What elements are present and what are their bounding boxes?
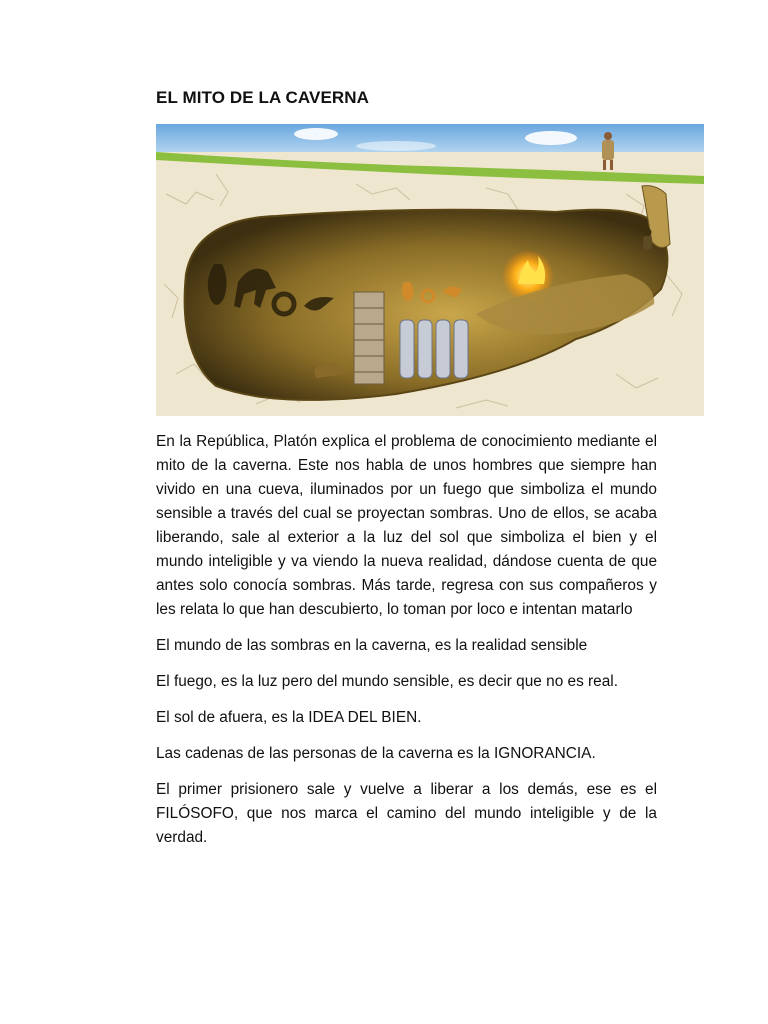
paragraph: El primer prisionero sale y vuelve a liberar a los demás, ese es el FILÓSOFO, que nos marca el camino del mundo inteligible y de la verdad. xyxy=(156,781,657,846)
paragraph: El mundo de las sombras en la caverna, es la realidad sensible xyxy=(156,637,588,654)
document-title: EL MITO DE LA CAVERNA xyxy=(156,88,370,107)
paragraph: Las cadenas de las personas de la caverna es la IGNORANCIA. xyxy=(156,745,596,762)
stone-wall xyxy=(354,292,384,384)
cloud xyxy=(356,141,436,151)
paragraph: El sol de afuera, es la IDEA DEL BIEN. xyxy=(156,709,422,726)
cloud xyxy=(294,128,338,140)
cave-allegory-illustration xyxy=(156,124,704,416)
paragraph: El fuego, es la luz pero del mundo sensible, es decir que no es real. xyxy=(156,673,618,690)
body-text xyxy=(156,430,657,862)
paragraph: En la República, Platón explica el problema de conocimiento mediante el mito de la caverna. Este nos habla de unos hombres que siempre han vivido en una cueva, iluminados por un fuego que simboliza el mundo sensible a través del cual se proyectan sombras. Uno de ellos, se acaba liberando, sale al exterior a la luz del sol que simboliza el bien y el mundo inteligible y va viendo la nueva realidad, dándose cuenta de que antes solo conocía sombras. Más tarde, regresa con sus compañeros y les relata lo que han descubierto, lo toman por loco e intentan matarlo xyxy=(156,433,657,618)
cloud xyxy=(525,131,577,145)
